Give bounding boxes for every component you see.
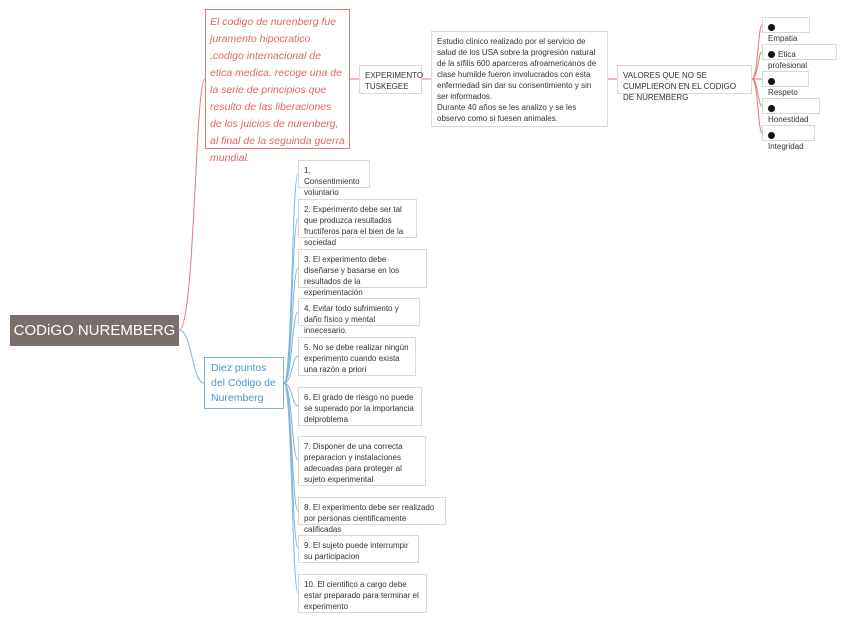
point-item[interactable]: 5. No se debe realizar ningún experimento cuando exista una razón a priori (298, 337, 416, 376)
points-node[interactable]: Diez puntos del Código de Nuremberg (204, 357, 284, 409)
bullet-icon (768, 51, 775, 58)
point-item[interactable]: 9. El sujeto puede interrumpir su participacion (298, 535, 419, 563)
bullet-icon (768, 132, 775, 139)
value-label: Integridad (768, 142, 804, 151)
point-item[interactable]: 10. El cientifico a cargo debe estar preparado para terminar el experimento (298, 574, 427, 613)
study-node[interactable]: Estudio clinico realizado por el servicio de salud de los USA sobre la progresión natural de la sífilis 600 aparceros afroamericanos de clase humilde fueron involucrados con esta enfermedad sin dar su consentimiento y sin ser informados. Durante 40 años se les analizo y se les observo como si fuesen animales. (431, 31, 608, 127)
value-label: Etica profesional (768, 50, 808, 70)
value-item[interactable] (762, 44, 837, 70)
point-item[interactable]: 2. Experimento debe ser tal que produzca resultados fructíferos para el bien de la sociedad (298, 199, 417, 238)
connector-root-definition (179, 79, 205, 330)
bullet-icon (768, 105, 775, 112)
point-item[interactable]: 4. Evitar todo sufrimiento y daño físico y mental innecesario. (298, 298, 420, 326)
value-item[interactable] (762, 98, 820, 124)
values-node[interactable]: VALORES QUE NO SE CUMPLIERON EN EL CODIGO DE NUREMBERG (617, 65, 752, 94)
value-label: Empatia (768, 34, 798, 43)
value-item[interactable] (762, 17, 810, 43)
value-item[interactable] (762, 71, 809, 97)
bullet-icon (768, 24, 775, 31)
root-node[interactable]: CODiGO NUREMBERG (10, 315, 179, 346)
point-item[interactable]: 8. El experimento debe ser realizado por personas cientificamente calificadas (298, 497, 446, 525)
point-item[interactable]: 7. Disponer de una correcta preparacion y instalaciones adecuadas para proteger al sujeto experimental (298, 436, 426, 486)
point-item[interactable]: 1. Consentimiento voluntario (298, 160, 370, 188)
definition-node[interactable]: El codigo de nurenberg fue juramento hipocratico ,codigo internacional de etica medica. recoge una de la serie de principios que resulto de las liberaciones de los juicios de nurenberg, al final de la seguinda guerra mundial. (205, 9, 350, 149)
value-label: Respeto (768, 88, 798, 97)
point-item[interactable]: 3. El experimento debe diseñarse y basarse en los resultados de la experimentación (298, 249, 427, 288)
connector-root-points (179, 330, 204, 383)
experiment-node[interactable]: EXPERIMENTO TUSKEGEE (359, 65, 422, 94)
value-item[interactable] (762, 125, 815, 151)
point-item[interactable]: 6. El grado de riesgo no puede se superado por la importancia delproblema (298, 387, 422, 426)
value-label: Honestidad (768, 115, 809, 124)
bullet-icon (768, 78, 775, 85)
